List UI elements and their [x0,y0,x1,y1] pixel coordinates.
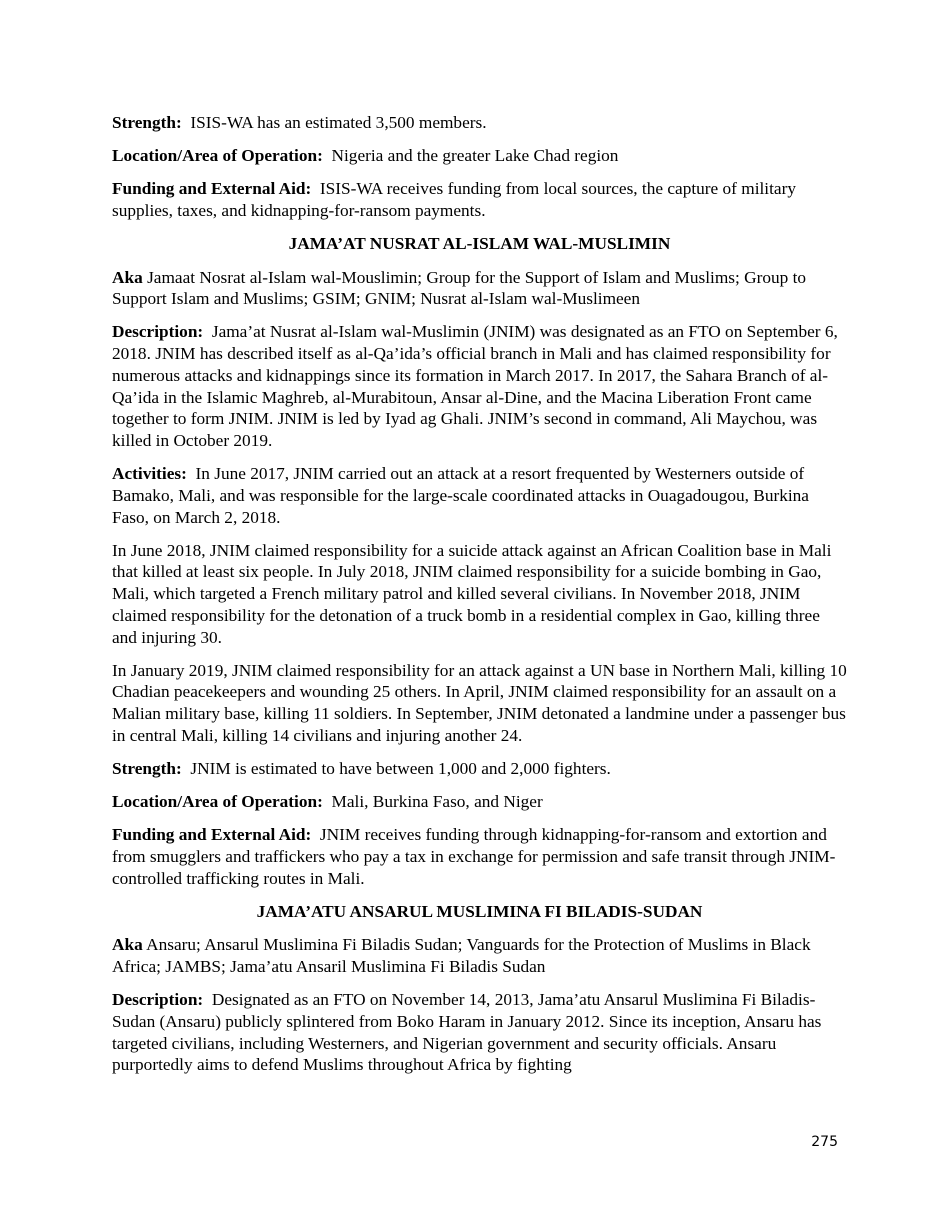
jnim-strength [112,758,847,780]
field-label: Location/Area of Operation: [112,792,323,812]
field-label: Funding and External Aid: [112,179,312,199]
jnim-location [112,791,847,813]
field-label: Description: [112,322,204,342]
page-body [112,112,847,1088]
field-text: JNIM receives funding through kidnapping-for-ransom and extortion and from smugglers and traffickers who pay a tax in exchange for permission and safe transit through JNIM-controlled trafficking routes in Mali. [112,825,836,888]
isis-wa-strength [112,112,847,134]
field-label: Location/Area of Operation: [112,146,323,166]
field-text: In June 2017, JNIM carried out an attack at a resort frequented by Westerners outside of Bamako, Mali, and was responsible for the large-scale coordinated attacks in Ouagadougou, Burkina Faso, on March 2, 2018. [112,464,809,527]
field-text: Jamaat Nosrat al-Islam wal-Mouslimin; Group for the Support of Islam and Muslims; Group to Support Islam and Muslims; GSIM; GNIM; Nusrat al-Islam wal-Muslimeen [112,267,807,309]
isis-wa-funding [112,178,847,221]
field-text: Mali, Burkina Faso, and Niger [331,792,543,812]
ansaru-description [112,989,847,1076]
isis-wa-location [112,145,847,167]
ansaru-aka [112,934,847,977]
jnim-activities-2019: In January 2019, JNIM claimed responsibility for an attack against a UN base in Northern Mali, killing 10 Chadian peacekeepers and wounding 25 others. In April, JNIM claimed responsibility for an assault on a Malian military base, killing 11 soldiers. In September, JNIM detonated a landmine under a passenger bus in central Mali, killing 14 civilians and injuring another 24. [112,660,847,745]
field-label: Activities: [112,464,187,484]
field-label: Aka [112,935,143,955]
field-label: Strength: [112,113,182,132]
field-text: ISIS-WA has an estimated 3,500 members. [190,113,487,132]
field-text: JNIM is estimated to have between 1,000 and 2,000 fighters. [190,759,611,779]
field-text: Designated as an FTO on November 14, 2013, Jama’atu Ansarul Muslimina Fi Biladis-Sudan (Ansaru) publicly splintered from Boko Haram in January 2012. Since its inception, Ansaru has targeted civilians, including Westerners, and Nigerian government and security officials. Ansaru purportedly aims to defend Muslims throughout Africa by fighting [112,990,822,1075]
field-text: Jama’at Nusrat al-Islam wal-Muslimin (JNIM) was designated as an FTO on September 6, 2018. JNIM has described itself as al-Qa’ida’s official branch in Mali and has claimed responsibility for numerous attacks and kidnappings since its formation in March 2017. In 2017, the Sahara Branch of al-Qa’ida in the Islamic Maghreb, al-Murabitoun, Ansar al-Dine, and the Macina Liberation Front came together to form JNIM. JNIM is led by Iyad ag Ghali. JNIM’s second in command, Ali Maychou, was killed in October 2019. [112,322,838,450]
jnim-description [112,321,847,451]
field-label: Funding and External Aid: [112,825,312,845]
field-text: Nigeria and the greater Lake Chad region [331,146,619,166]
jnim-activities-2018: In June 2018, JNIM claimed responsibility for a suicide attack against an African Coalition base in Mali that killed at least six people. In July 2018, JNIM claimed responsibility for a suicide bombing in Gao, Mali, which targeted a French military patrol and killed several civilians. In November 2018, JNIM claimed responsibility for the detonation of a truck bomb in a residential complex in Gao, killing three and injuring 30. [112,540,832,647]
field-text: Ansaru; Ansarul Muslimina Fi Biladis Sudan; Vanguards for the Protection of Muslims in Black Africa; JAMBS; Jama’atu Ansaril Muslimina Fi Biladis Sudan [112,935,811,976]
ansaru-heading: JAMA’ATU ANSARUL MUSLIMINA FI BILADIS-SUDAN [256,902,703,922]
jnim-funding [112,824,847,889]
field-text: ISIS-WA receives funding from local sources, the capture of military supplies, taxes, and kidnapping-for-ransom payments. [112,179,796,221]
jnim-heading: JAMA’AT NUSRAT AL-ISLAM WAL-MUSLIMIN [288,234,671,254]
page-number: 275 [811,1134,838,1150]
field-label: Strength: [112,759,182,779]
jnim-aka [112,267,847,310]
field-label: Description: [112,990,204,1010]
jnim-activities [112,463,847,528]
field-label: Aka [112,267,143,287]
